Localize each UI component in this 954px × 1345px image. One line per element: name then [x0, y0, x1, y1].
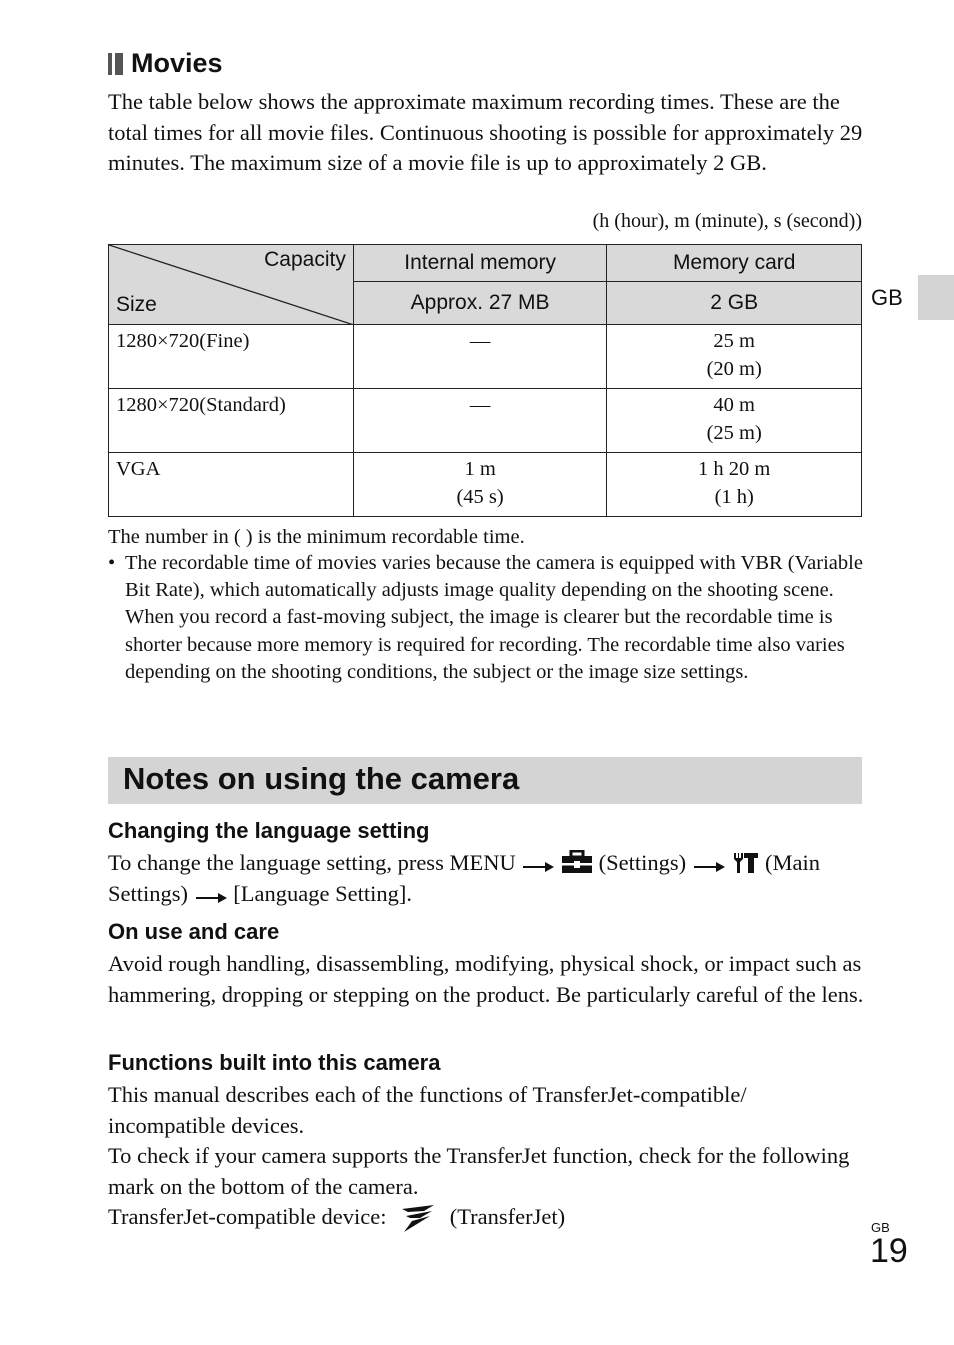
use-and-care-paragraph: Avoid rough handling, disassembling, modifying, physical shock, or impact such as hammering, dropping or stepping on the product. Be particularly careful of the lens.: [108, 951, 864, 1007]
functions-paragraph-3: TransferJet-compatible device: (TransferJet): [108, 1202, 868, 1233]
row-card: 40 m (25 m): [607, 389, 862, 453]
side-tab-marker: [918, 275, 954, 320]
heading-marker-icon: [108, 53, 123, 75]
row-internal: 1 m (45 s): [353, 453, 607, 517]
movies-intro-paragraph: The table below shows the approximate maximum recording times. These are the total times for all movie files. Continuous shooting is possible for approximately 29 minutes. The maximum size of a movie file is up to approximately 2 GB.: [108, 89, 863, 175]
functions-paragraph-2: To check if your camera supports the TransferJet function, check for the following mark on the bottom of the camera.: [108, 1143, 850, 1199]
corner-capacity-label: Capacity: [264, 248, 346, 271]
row-internal: —: [353, 389, 607, 453]
section-heading-movies: [108, 48, 223, 79]
row-size: 1280×720(Fine): [109, 325, 354, 389]
row-size: 1280×720(Standard): [109, 389, 354, 453]
vbr-bullet-text: The recordable time of movies varies because the camera is equipped with VBR (Variable Bit Rate), which automatically adjusts image quality depending on the shooting scene. When you record a fast-moving subject, the image is clearer but the recordable time is shorter because more memory is required for recording. The recordable time also varies depending on the shooting conditions, the subject or the image size settings.: [125, 552, 863, 683]
side-tab-label: GB: [871, 285, 903, 310]
movies-heading-text: Movies: [131, 48, 223, 78]
table-row: [109, 389, 862, 453]
internal-capacity: Approx. 27 MB: [353, 282, 607, 325]
row-size: VGA: [109, 453, 354, 517]
row-card: 1 h 20 m (1 h): [607, 453, 862, 517]
header-internal-memory: Internal memory: [353, 245, 607, 282]
transferjet-icon: [398, 1203, 438, 1233]
functions-paragraph-1: This manual describes each of the functions of TransferJet-compatible/ incompatible devices.: [108, 1082, 747, 1138]
table-row: [109, 453, 862, 517]
settings-toolbox-icon: [561, 850, 593, 874]
main-settings-tool-icon: [731, 850, 759, 874]
use-and-care-heading: On use and care: [108, 919, 280, 944]
bullet-dot: •: [108, 552, 116, 574]
page-region-label: GB: [871, 1220, 890, 1235]
row-card: 25 m (20 m): [607, 325, 862, 389]
vbr-bullet: [108, 550, 863, 686]
notes-banner: [108, 757, 862, 804]
table-row: [109, 325, 862, 389]
corner-size-label: Size: [116, 293, 157, 316]
header-memory-card: Memory card: [607, 245, 862, 282]
card-capacity: 2 GB: [607, 282, 862, 325]
table-corner-cell: [109, 245, 354, 325]
row-internal: —: [353, 325, 607, 389]
functions-heading: Functions built into this camera: [108, 1050, 441, 1075]
units-note: (h (hour), m (minute), s (second)): [592, 210, 862, 232]
language-setting-heading: Changing the language setting: [108, 818, 430, 843]
arrow-right-icon: [521, 860, 555, 874]
recording-time-table: [108, 244, 862, 517]
language-setting-paragraph: To change the language setting, press MENU (Settings) (Main Settings) [Language Setting].: [108, 850, 820, 906]
page-number: 19: [870, 1232, 908, 1270]
table-note: The number in ( ) is the minimum recordable time.: [108, 526, 525, 548]
notes-banner-title: Notes on using the camera: [123, 761, 520, 796]
arrow-right-icon: [194, 891, 228, 905]
arrow-right-icon: [692, 860, 726, 874]
